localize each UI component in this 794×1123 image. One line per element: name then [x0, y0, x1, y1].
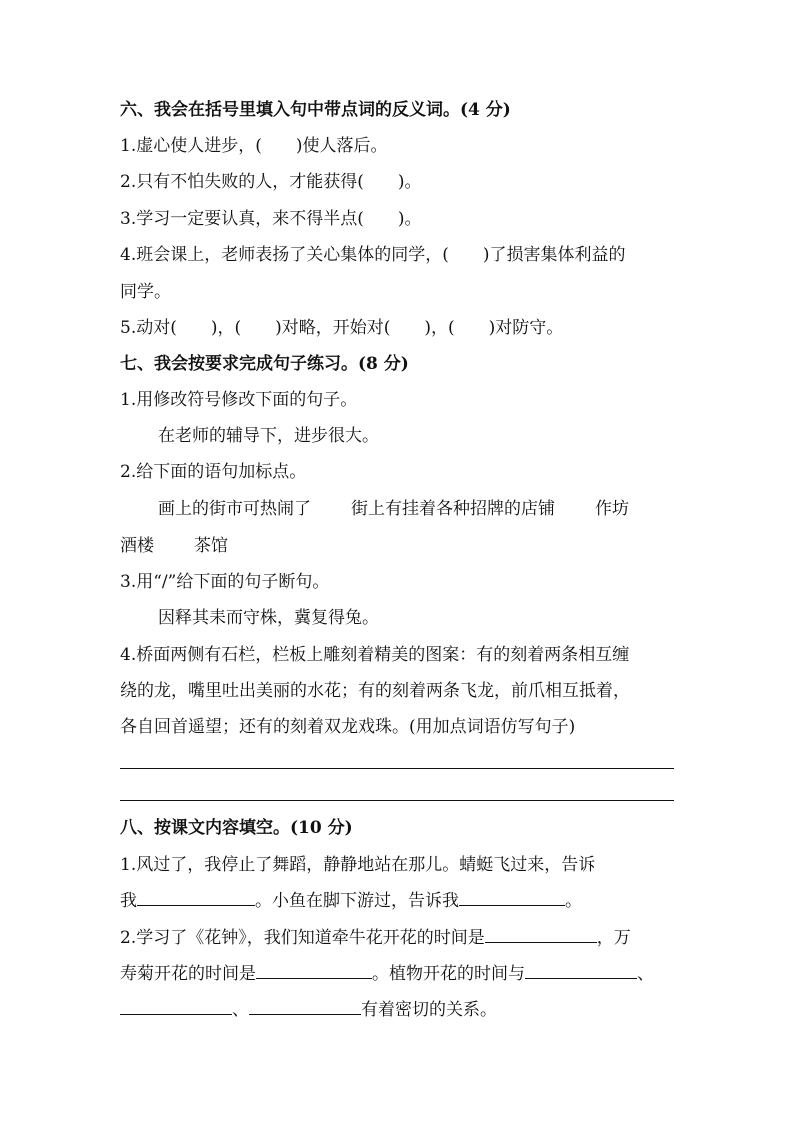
s7-question-3: 3.用“/”给下面的句子断句。	[120, 572, 330, 592]
s7-question-4-line-2: 绕的龙，嘴里吐出美丽的水花；有的刻着两条飞龙，前爪相互抵着，	[120, 681, 630, 701]
fill-blank[interactable]	[120, 998, 232, 1015]
fill-blank[interactable]	[459, 889, 565, 906]
fill-blank[interactable]	[137, 889, 255, 906]
s8-q1-text-2: 。小鱼在脚下游过，告诉我	[255, 891, 459, 911]
s7-q2-phrase-5: 茶馆	[194, 536, 228, 556]
s7-question-2-text-line-2	[120, 534, 228, 558]
answer-line-1[interactable]	[120, 768, 674, 769]
s7-q2-phrase-2: 街上有挂着各种招牌的店铺	[351, 499, 555, 519]
s8-question-2-line-2	[120, 962, 654, 986]
s6-question-2: 2.只有不怕失败的人，才能获得( )。	[120, 172, 422, 192]
s8-q2-text-4: 。植物开花的时间与	[372, 964, 525, 984]
s7-question-1: 1.用修改符号修改下面的句子。	[120, 390, 358, 410]
s7-question-4-line-3: 各自回首遥望；还有的刻着双龙戏珠。(用加点词语仿写句子)	[120, 717, 576, 737]
fill-blank[interactable]	[485, 926, 597, 943]
s7-question-2-text-line-1	[158, 497, 629, 521]
s8-q2-text-2: ，万	[596, 928, 631, 948]
s6-question-5: 5.动对( )，( )对略，开始对( )，( )对防守。	[120, 318, 564, 338]
section-6-heading: 六、我会在括号里填入句中带点词的反义词。(4 分)	[120, 100, 511, 120]
s8-q2-text-5: 、	[637, 964, 654, 984]
s7-q2-phrase-3: 作坊	[595, 499, 629, 519]
s8-q2-text-6: 、	[232, 1000, 249, 1020]
answer-line-2[interactable]	[120, 800, 674, 801]
s8-q2-text-1: 2.学习了《花钟》，我们知道牵牛花开花的时间是	[120, 928, 485, 948]
s8-q1-text-3: 。	[565, 891, 582, 911]
s8-q1-text-1: 我	[120, 891, 137, 911]
s7-question-4-line-1: 4.桥面两侧有石栏，栏板上雕刻着精美的图案：有的刻着两条相互缠	[120, 645, 630, 665]
fill-blank[interactable]	[249, 998, 361, 1015]
s8-question-2-line-3	[120, 998, 497, 1022]
fill-blank[interactable]	[525, 962, 637, 979]
section-7-heading: 七、我会按要求完成句子练习。(8 分)	[120, 354, 409, 374]
fill-blank[interactable]	[256, 962, 372, 979]
s8-q2-text-7: 有着密切的关系。	[361, 1000, 497, 1020]
s8-question-1-line-1: 1.风过了，我停止了舞蹈，静静地站在那儿。蜻蜓飞过来，告诉	[120, 855, 596, 875]
s6-question-1: 1.虚心使人进步，( )使人落后。	[120, 136, 388, 156]
s7-q2-phrase-1: 画上的街市可热闹了	[158, 499, 311, 519]
s7-question-1-sentence: 在老师的辅导下，进步很大。	[158, 426, 379, 446]
section-8-heading: 八、按课文内容填空。(10 分)	[120, 818, 353, 838]
s8-question-2-line-1	[120, 926, 631, 950]
s7-question-2: 2.给下面的语句加标点。	[120, 462, 307, 482]
s8-q2-text-3: 寿菊开花的时间是	[120, 964, 256, 984]
s8-question-1-line-2	[120, 889, 582, 913]
s7-question-3-sentence: 因释其耒而守株，冀复得兔。	[158, 608, 379, 628]
s6-question-3: 3.学习一定要认真，来不得半点( )。	[120, 209, 422, 229]
s6-question-4-line-2: 同学。	[120, 282, 171, 302]
s7-q2-phrase-4: 酒楼	[120, 536, 154, 556]
s6-question-4-line-1: 4.班会课上，老师表扬了关心集体的同学，( )了损害集体利益的	[120, 245, 626, 265]
